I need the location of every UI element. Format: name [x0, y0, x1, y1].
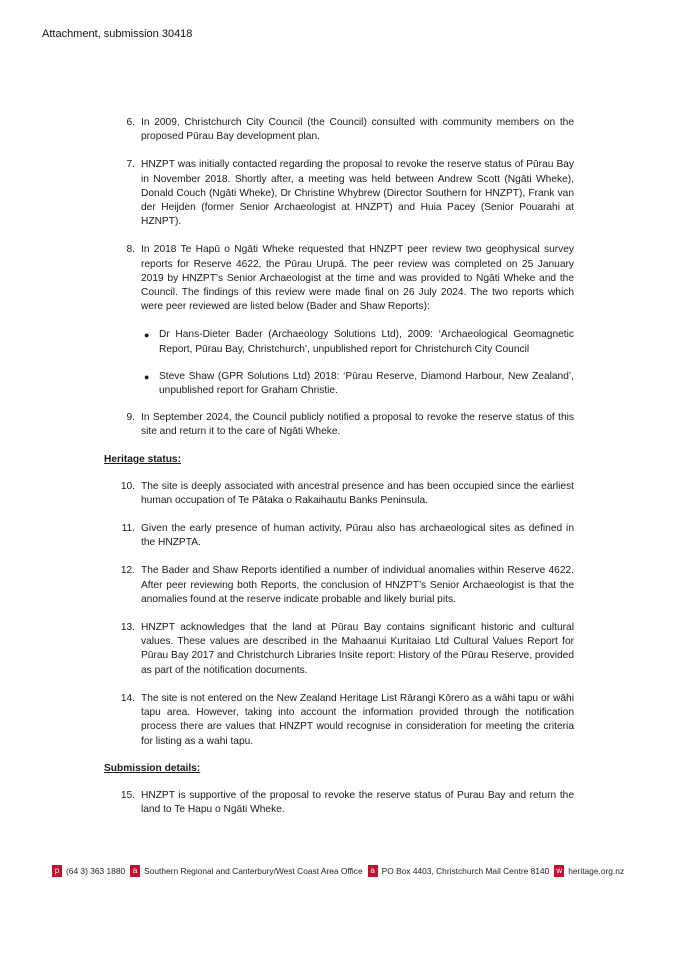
paragraph-number: 11.: [121, 523, 135, 535]
paragraph-number: 9.: [126, 412, 135, 424]
paragraph-9: [104, 411, 574, 439]
paragraph-15: [104, 789, 574, 817]
paragraph-number: 15.: [120, 789, 135, 801]
paragraph-6: [104, 116, 574, 144]
paragraph-text: Given the early presence of human activity, Pūrau also has archaeological sites as defined in the HNZPTA.: [141, 523, 574, 549]
paragraph-10: [104, 480, 574, 508]
paragraph-13: [104, 621, 574, 678]
submission-details-heading: Submission details:: [104, 762, 201, 774]
address-tag-icon: a: [130, 865, 140, 877]
paragraph-text: HNZPT is supportive of the proposal to revoke the reserve status of Purau Bay and return the land to Te Hapu o Ngāti Wheke.: [141, 789, 574, 815]
paragraph-7: [104, 158, 574, 229]
footer-office: Southern Regional and Canterbury/West Coast Area Office: [144, 866, 363, 876]
paragraph-number: 8.: [126, 244, 135, 256]
paragraph-text: HNZPT was initially contacted regarding the proposal to revoke the reserve status of Pūrau Bay in November 2018. Shortly after, a meeting was held between Andrew Scott (Ngāti Wheke), Donald Couch (Ngāti Wheke), Dr Christine Whybrew (Director Southern for HNZPT), Frank van der Heijden (former Senior Archaeologist at HNZPT) and Huia Pacey (Senior Pouarahi at HZNPT).: [141, 159, 574, 228]
attachment-header: Attachment, submission 30418: [42, 28, 193, 40]
phone-tag-icon: p: [52, 865, 62, 877]
bullet-icon: ●: [144, 330, 150, 341]
paragraph-14: [104, 692, 574, 749]
paragraph-number: 7.: [126, 159, 135, 171]
paragraph-8: [104, 243, 574, 314]
paragraph-text: In 2009, Christchurch City Council (the Council) consulted with community members on the proposed Pūrau Bay development plan.: [141, 117, 574, 143]
paragraph-text: The site is not entered on the New Zealand Heritage List Rārangi Kōrero as a wāhi tapu or wāhi tapu area. However, taking into account the information provided through the notification process there are values that HNZPT would recognise in consideration for meeting the criteria for listing as a wahi tapu.: [141, 692, 574, 747]
footer-po-box: PO Box 4403, Christchurch Mail Centre 8140: [381, 866, 550, 876]
document-body: [104, 116, 574, 817]
paragraph-number: 10.: [120, 480, 135, 492]
list-item-text: Steve Shaw (GPR Solutions Ltd) 2018: ‘Pūrau Reserve, Diamond Harbour, New Zealand’, unpublished report for Graham Christie.: [159, 370, 574, 397]
paragraph-number: 12.: [120, 565, 135, 577]
paragraph-text: The site is deeply associated with ancestral presence and has been occupied since the earliest human occupation of Te Pātaka o Rakaihautu Banks Peninsula.: [141, 480, 574, 506]
paragraph-text: The Bader and Shaw Reports identified a number of individual anomalies within Reserve 4622. After peer reviewing both Reports, the conclusion of HNZPT’s Senior Archaeologist is that the anomalies found at the reserve indicate probable and likely burial pits.: [141, 565, 574, 605]
paragraph-number: 13.: [120, 622, 135, 634]
footer-website-link[interactable]: heritage.org.nz: [568, 866, 625, 876]
report-list: [104, 328, 574, 398]
contact-footer: [52, 865, 629, 877]
address-tag-icon: a: [368, 865, 378, 877]
list-item: [141, 370, 574, 398]
bullet-icon: ●: [144, 371, 150, 382]
footer-phone: (64 3) 363 1880: [66, 866, 126, 876]
list-item: [141, 328, 574, 356]
paragraph-number: 14.: [120, 692, 135, 704]
web-tag-icon: w: [554, 865, 564, 877]
paragraph-number: 6.: [126, 117, 135, 128]
paragraph-12: [104, 564, 574, 607]
heritage-status-heading: Heritage status:: [104, 453, 181, 465]
paragraph-text: In September 2024, the Council publicly notified a proposal to revoke the reserve status of this site and return it to the care of Ngāti Wheke.: [141, 412, 574, 438]
paragraph-11: [104, 522, 574, 550]
list-item-text: Dr Hans-Dieter Bader (Archaeology Solutions Ltd), 2009: ‘Archaeological Geomagnetic Report, Pūrau Bay, Christchurch’, unpublished report for Christchurch City Council: [159, 329, 574, 355]
paragraph-text: In 2018 Te Hapū o Ngāti Wheke requested that HNZPT peer review two geophysical survey reports for Reserve 4622, the Pūrau Urupā. The peer review was completed on 25 January 2019 by HNZPT’s Senior Archaeologist at the time and was provided to Ngāti Wheke and the Council. The findings of this review were made final on 26 July 2024. The two reports which were peer reviewed are listed below (Bader and Shaw Reports):: [141, 244, 574, 313]
paragraph-text: HNZPT acknowledges that the land at Pūrau Bay contains significant historic and cultural values. These values are described in the Mahaanui Kuritaiao Ltd Cultural Values Report for Pūrau Bay 2017 and Christchurch Libraries Insite report: History of the Pūrau Reserve, provided as part of the notification documents.: [141, 622, 574, 676]
